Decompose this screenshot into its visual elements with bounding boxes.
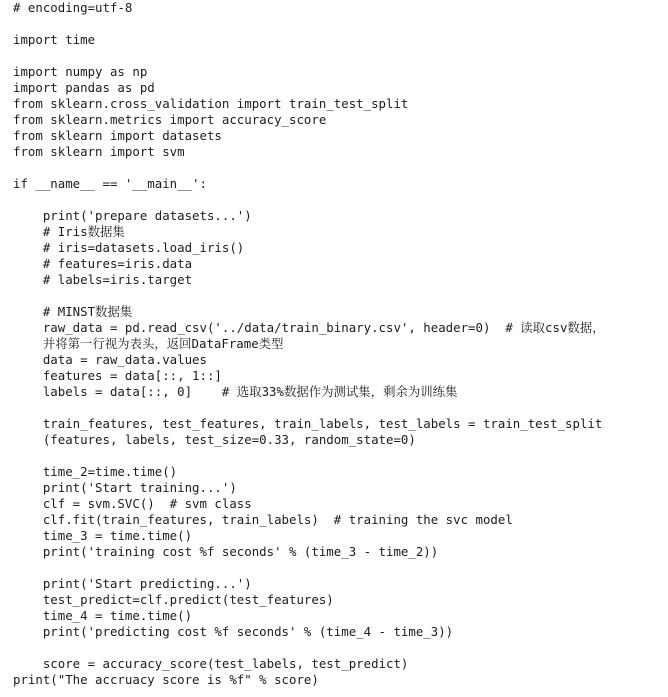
code-line-comment-labels: # labels=iris.target <box>13 272 193 287</box>
code-line-print-start-training: print('Start training...') <box>13 480 237 495</box>
code-line-features-slice: features = data[::, 1::] <box>13 368 222 383</box>
code-line-comment-load-iris: # iris=datasets.load_iris() <box>13 240 245 255</box>
code-line-comment-iris: # Iris数据集 <box>13 224 125 239</box>
code-line-import-pandas: import pandas as pd <box>13 80 155 95</box>
code-line-print-predicting-cost: print('predicting cost %f seconds' % (time_4 - time_3)) <box>13 624 454 639</box>
code-line-main-guard: if __name__ == '__main__': <box>13 176 207 191</box>
code-line-data-values: data = raw_data.values <box>13 352 207 367</box>
code-line-import-datasets: from sklearn import datasets <box>13 128 222 143</box>
code-line-print-prepare: print('prepare datasets...') <box>13 208 252 223</box>
code-line-import-train-test-split: from sklearn.cross_validation import train_test_split <box>13 96 409 111</box>
code-line-import-numpy: import numpy as np <box>13 64 148 79</box>
code-line-svc: clf = svm.SVC() # svm class <box>13 496 252 511</box>
code-line-read-csv: raw_data = pd.read_csv('../data/train_binary.csv', header=0) # 读取csv数据， <box>13 320 605 335</box>
code-line-import-time: import time <box>13 32 96 47</box>
code-line-train-test-split-args: (features, labels, test_size=0.33, random_state=0) <box>13 432 416 447</box>
code-line-print-start-predicting: print('Start predicting...') <box>13 576 252 591</box>
code-line-comment-features: # features=iris.data <box>13 256 193 271</box>
code-line-encoding-comment: # encoding=utf-8 <box>13 0 133 15</box>
code-line-accuracy-score: score = accuracy_score(test_labels, test_predict) <box>13 656 409 671</box>
code-line-labels-slice: labels = data[::, 0] # 选取33%数据作为测试集，剩余为训练集 <box>13 384 458 399</box>
code-line-time-3: time_3 = time.time() <box>13 528 193 543</box>
code-line-train-test-split: train_features, test_features, train_labels, test_labels = train_test_split <box>13 416 603 431</box>
code-line-print-accuracy: print("The accruacy score is %f" % score) <box>13 672 319 687</box>
code-line-read-csv-continued: 并将第一行视为表头，返回DataFrame类型 <box>13 336 284 351</box>
code-line-time-4: time_4 = time.time() <box>13 608 193 623</box>
code-line-time-2: time_2=time.time() <box>13 464 178 479</box>
code-line-comment-minst: # MINST数据集 <box>13 304 133 319</box>
code-line-fit: clf.fit(train_features, train_labels) # training the svc model <box>13 512 513 527</box>
code-line-print-training-cost: print('training cost %f seconds' % (time_3 - time_2)) <box>13 544 439 559</box>
code-line-import-accuracy-score: from sklearn.metrics import accuracy_score <box>13 112 327 127</box>
code-line-predict: test_predict=clf.predict(test_features) <box>13 592 334 607</box>
code-line-import-svm: from sklearn import svm <box>13 144 185 159</box>
